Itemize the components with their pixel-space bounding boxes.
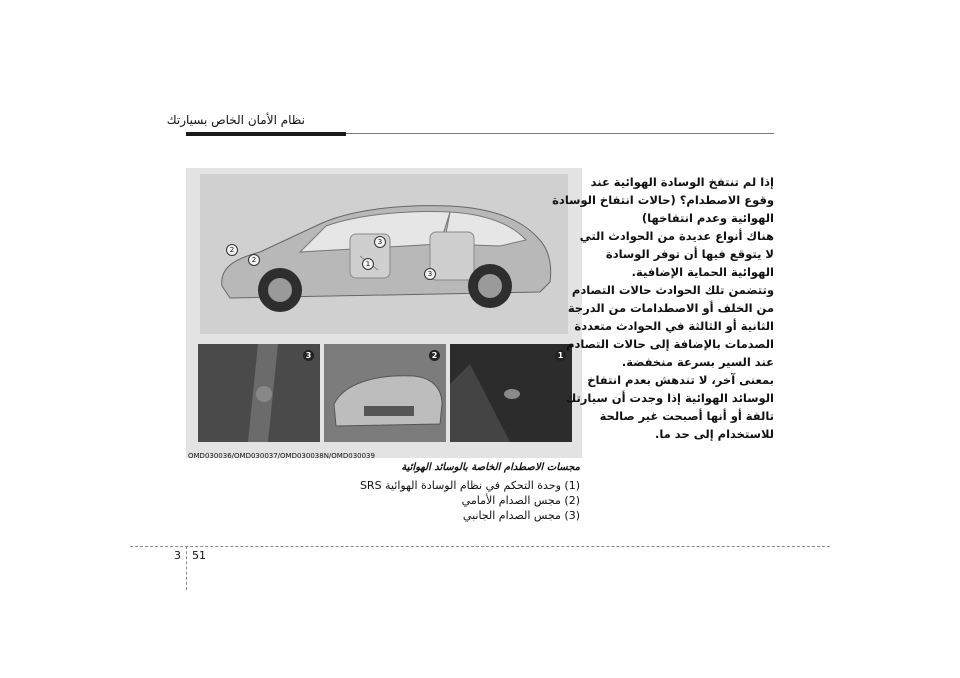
body-line: تالفة أو أنها أصبحت غير صالحة	[599, 409, 774, 423]
body-line: لا يتوقع فيها أن توفر الوسادة	[605, 247, 774, 261]
callout-front-sensor-right: 2	[248, 254, 260, 266]
car-cutaway-illustration	[200, 174, 568, 334]
body-line: بمعنى آخر، لا تندهش بعدم انتفاخ	[587, 373, 774, 387]
body-line: الهوائية الحماية الإضافية.	[631, 265, 774, 279]
body-text	[552, 173, 774, 443]
thumb-badge-control-unit: 1	[555, 350, 566, 361]
control-unit-photo	[450, 344, 572, 442]
body-line: للاستخدام إلى حد ما.	[655, 427, 774, 441]
body-line: من الخلف أو الاصطدامات من الدرجة	[567, 301, 774, 315]
footer-rule	[130, 546, 830, 547]
side-sensor-image	[198, 344, 320, 442]
control-unit-image	[450, 344, 572, 442]
front-sensor-image	[324, 344, 446, 442]
body-line: عند السير بسرعة منخفضة.	[621, 355, 774, 369]
side-sensor-photo	[198, 344, 320, 442]
callout-side-sensor-b-pillar: 3	[374, 236, 386, 248]
body-line: الهوائية وعدم انتفاخها)	[641, 211, 774, 225]
airbag-sensor-figure	[186, 168, 582, 458]
caption-item: (2) مجس الصدام الأمامي	[461, 494, 580, 507]
front-sensor-photo	[324, 344, 446, 442]
body-line: وقوع الاصطدام؟ (حالات انتفاخ الوسادة	[552, 193, 774, 207]
footer-divider	[186, 546, 187, 590]
callout-front-sensor-left: 2	[226, 244, 238, 256]
body-line: إذا لم تنتفخ الوسادة الهوائية عند	[590, 175, 774, 189]
thumb-badge-side: 3	[303, 350, 314, 361]
chapter-number: 3	[174, 549, 181, 562]
body-line: هناك أنواع عديدة من الحوادث التي	[579, 229, 774, 243]
section-title: نظام الأمان الخاص بسيارتك	[166, 113, 305, 127]
thumb-badge-front: 2	[429, 350, 440, 361]
body-line: وتتضمن تلك الحوادث حالات التصادم	[571, 283, 774, 297]
caption-title: مجسات الاصطدام الخاصة بالوسائد الهوائية	[401, 462, 580, 473]
page-number: 51	[192, 549, 206, 562]
callout-control-unit: 1	[362, 258, 374, 270]
caption-item: (3) مجس الصدام الجانبي	[462, 509, 580, 522]
callout-side-sensor-c-pillar: 3	[424, 268, 436, 280]
body-line: الصدمات بالإضافة إلى حالات التصادم	[566, 337, 774, 351]
body-line: الوسائد الهوائية إذا وجدت أن سيارتك	[565, 391, 774, 405]
figure-code: OMD030036/OMD030037/OMD030038N/OMD030039	[188, 452, 375, 460]
body-line: الثانية أو الثالثة في الحوادث متعددة	[574, 319, 774, 333]
header-rule-accent	[186, 132, 346, 136]
caption-item: (1) وحدة التحكم في نظام الوسادة الهوائية SRS	[359, 479, 580, 492]
